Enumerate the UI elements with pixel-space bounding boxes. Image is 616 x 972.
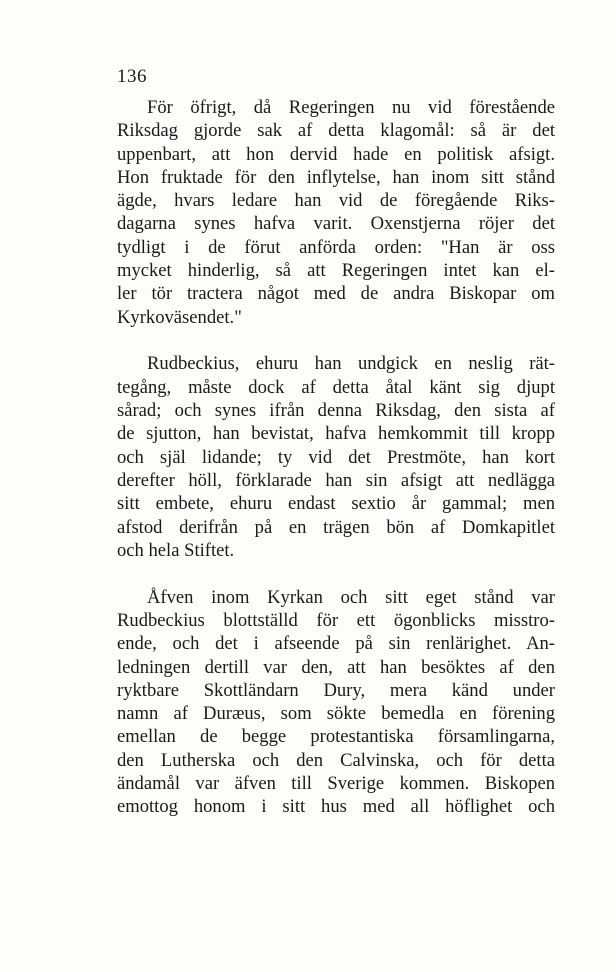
text-line: ler tör tractera något med de andra Biskopar om	[117, 283, 555, 305]
text-line: och själ lidande; ty vid det Prestmöte, han kort	[117, 446, 555, 468]
text-line: ryktbare Skottländarn Dury, mera känd under	[117, 679, 555, 701]
text-line: Kyrkoväsendet."	[117, 306, 242, 328]
text-line: tegång, måste dock af detta åtal känt sig djupt	[117, 376, 555, 398]
text-line: och hela Stiftet.	[117, 539, 235, 561]
text-line: emottog honom i sitt hus med all höflighet och	[117, 796, 555, 818]
text-line: Riksdag gjorde sak af detta klagomål: så är det	[117, 120, 555, 142]
text-line: sitt embete, ehuru endast sextio år gammal; men	[117, 493, 555, 515]
text-line: sårad; och synes ifrån denna Riksdag, den sista af	[117, 400, 555, 422]
text-line: namn af Duræus, som sökte bemedla en förening	[117, 703, 555, 725]
text-line: Hon fruktade för den inflytelse, han inom sitt stånd	[117, 166, 555, 188]
text-line: Rudbeckius blottställd för ett ögonblicks misstro-	[117, 609, 555, 631]
page-number: 136	[117, 66, 147, 87]
text-line: ändamål var äfven till Sverige kommen. Biskopen	[117, 773, 555, 795]
text-line: ledningen dertill var den, att han besöktes af den	[117, 656, 555, 678]
text-line: uppenbart, att hon dervid hade en politisk afsigt.	[117, 143, 555, 165]
text-line: För öfrigt, då Regeringen nu vid förestående	[147, 97, 555, 118]
body-text	[117, 96, 555, 819]
text-line: derefter höll, förklarade han sin afsigt att nedlägga	[117, 469, 555, 491]
paragraph-2	[117, 352, 555, 562]
text-line: den Lutherska och den Calvinska, och för detta	[117, 749, 555, 771]
paragraph-1	[117, 96, 555, 329]
text-line: ende, och det i afseende på sin renlärighet. An-	[117, 633, 555, 655]
text-line: dagarna synes hafva varit. Oxenstjerna röjer det	[117, 213, 555, 235]
text-line: afstod derifrån på en trägen bön af Domkapitlet	[117, 516, 555, 538]
text-line: Rudbeckius, ehuru han undgick en neslig rät-	[147, 353, 555, 375]
text-line: mycket hinderlig, så att Regeringen intet kan el-	[117, 260, 555, 282]
text-line: de sjutton, han bevistat, hafva hemkommit till kropp	[117, 423, 555, 445]
text-line: emellan de begge protestantiska församlingarna,	[117, 726, 555, 748]
paragraph-3	[117, 586, 555, 819]
text-line: Åfven inom Kyrkan och sitt eget stånd var	[147, 586, 555, 608]
text-line: tydligt i de förut anförda orden: "Han är oss	[117, 236, 555, 258]
text-line: ägde, hvars ledare han vid de föregående Riks-	[117, 190, 555, 212]
